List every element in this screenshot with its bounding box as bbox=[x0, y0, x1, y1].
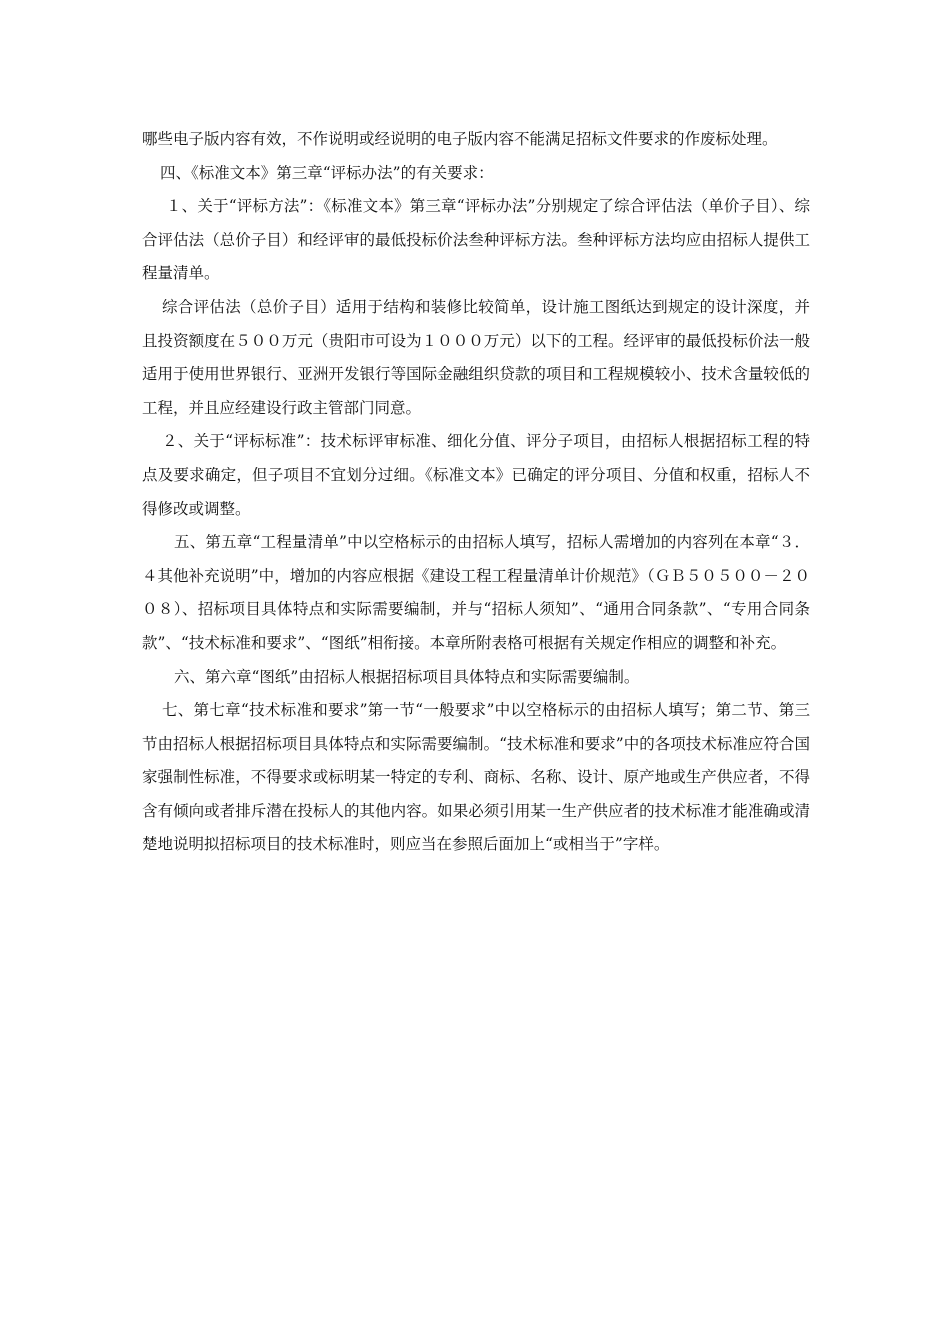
paragraph-section-five: 五、第五章“工程量清单”中以空格标示的由招标人填写，招标人需增加的内容列在本章“３．４其他补充说明”中，增加的内容应根据《建设工程工程量清单计价规范》（ＧＢ５０５００－２００８）、招标项目具体特点和实际需要编制，并与“招标人须知”、“通用合同条款”、“专用合同条款”、“技术标准和要求”、“图纸”相衔接。本章所附表格可根据有关规定作相应的调整和补充。 bbox=[142, 533, 810, 652]
paragraph-comprehensive-assessment: 综合评估法（总价子目）适用于结构和装修比较简单，设计施工图纸达到规定的设计深度，并且投资额度在５００万元（贵阳市可设为１０００万元）以下的工程。经评审的最低投标价法一般适用于使用世界银行、亚洲开发银行等国际金融组织贷款的项目和工程规模较小、技术含量较低的工程，并且应经建设行政主管部门同意。 bbox=[142, 297, 810, 417]
paragraph-section-seven: 七、第七章“技术标准和要求”第一节“一般要求”中以空格标示的由招标人填写；第二节、第三节由招标人根据招标项目具体特点和实际需要编制。“技术标准和要求”中的各项技术标准应符合国家强制性标准，不得要求或标明某一特定的专利、商标、名称、设计、原产地或生产供应者，不得含有倾向或者排斥潜在投标人的其他内容。如果必须引用某一生产供应者的技术标准才能准确或清楚地说明拟招标项目的技术标准时，则应当在参照后面加上“或相当于”字样。 bbox=[142, 701, 810, 854]
document-body bbox=[142, 123, 810, 862]
paragraph-evaluation-method: １、关于“评标方法”：《标准文本》第三章“评标办法”分别规定了综合评估法（单价子目）、综合评估法（总价子目）和经评审的最低投标价法叁种评标方法。叁种评标方法均应由招标人提供工程量清单。 bbox=[142, 197, 810, 283]
paragraph-section-six: 六、第六章“图纸”由招标人根据招标项目具体特点和实际需要编制。 bbox=[174, 667, 640, 686]
paragraph-section-four-heading: 四、《标准文本》第三章“评标办法”的有关要求： bbox=[160, 163, 494, 182]
paragraph-evaluation-standard: ２、关于“评标标准”：技术标评审标准、细化分值、评分子项目，由招标人根据招标工程的特点及要求确定，但子项目不宜划分过细。《标准文本》已确定的评分项目、分值和权重，招标人不得修改或调整。 bbox=[142, 432, 810, 518]
paragraph-continuation: 哪些电子版内容有效，不作说明或经说明的电子版内容不能满足招标文件要求的作废标处理。 bbox=[142, 130, 778, 148]
